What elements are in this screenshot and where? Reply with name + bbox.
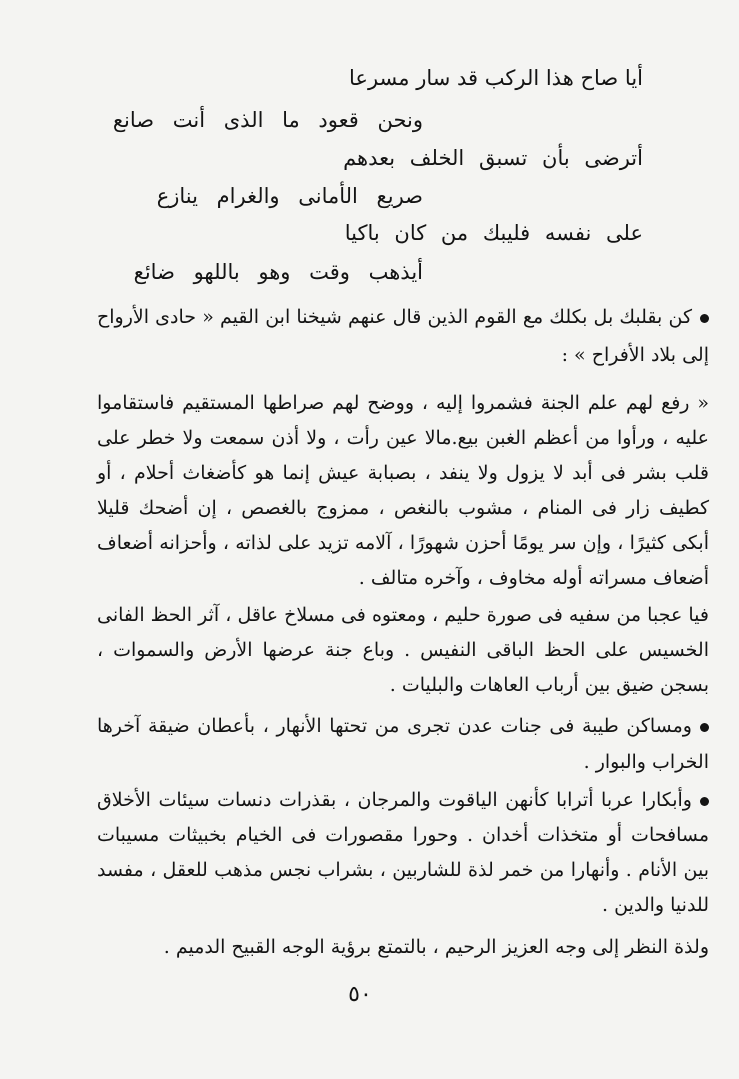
bullet-paragraph-1: [97, 708, 709, 780]
verse-line-1: أيا صاح هذا الركب قد سار مسرعا: [349, 66, 643, 90]
verse-line-5: على نفسه فليبك من كان باكيا: [344, 221, 643, 245]
quote-2-text: فيا عجبا من سفيه فى صورة حليم ، ومعتوه فى مسلاخ عاقل ، آثر الحظ الفانى الخسيس على الحظ الباقى النفيس . وباع جنة عرضها الأرض والسموات ، بسجن ضيق بين أرباب العاهات والبليات .: [97, 604, 709, 696]
intro-paragraph: [97, 298, 709, 374]
closing-text: ولذة النظر إلى وجه العزيز الرحيم ، بالتمتع برؤية الوجه القبيح الدميم .: [163, 936, 709, 958]
quote-1-text: « رفع لهم علم الجنة فشمروا إليه ، ووضح لهم صراطها المستقيم فاستقاموا عليه ، ورأوا من أعظم الغبن بيع.مالا عين رأت ، ولا أذن سمعت ولا خطر على قلب بشر فى أبد لا يزول ولا ينفد ، بصبابة عيش إنما هو كأضغاث أحلام ، أو كطيف زار فى المنام ، مشوب بالنغص ، ممزوج بالغصص ، إن أضحك قليلا أبكى كثيرًا ، وإن سر يومًا أحزن شهورًا ، آلامه تزيد على لذاته ، وأحزانه أضعاف أضعاف مسراته أوله مخاوف ، وآخره متالف .: [97, 392, 709, 589]
bullet-paragraph-2: [97, 783, 709, 923]
verse-line-3: أترضى بأن تسبق الخلف بعدهم: [343, 146, 643, 170]
page-number: ٥٠: [348, 982, 372, 1007]
bullet-2-text: وأبكارا عربا أترابا كأنهن الياقوت والمرجان ، بقذرات دنسات سيئات الأخلاق مسافحات أو متخذات أخدان . وحورا مقصورات فى الخيام بخبيثات مسيبات بين الأنام . وأنهارا من خمر لذة للشاربين ، بشراب نجس مذهب للعقل ، مفسد للدنيا والدين .: [97, 789, 709, 916]
closing-paragraph: [97, 928, 709, 966]
bullet-icon: [700, 314, 709, 323]
quote-paragraph-2: [97, 598, 709, 703]
bullet-icon: [700, 797, 709, 806]
bullet-1-text: ومساكن طيبة فى جنات عدن تجرى من تحتها الأنهار ، بأعطان ضيقة آخرها الخراب والبوار .: [97, 715, 709, 773]
intro-text: كن بقلبك بل بكلك مع القوم الذين قال عنهم شيخنا ابن القيم « حادى الأرواح إلى بلاد الأفراح » :: [97, 306, 709, 366]
quote-paragraph-1: [97, 386, 709, 596]
verse-line-4: صريع الأمانى والغرام ينازع: [156, 184, 423, 208]
verse-line-6: أيذهب وقت وهو باللهو ضائع: [133, 260, 423, 284]
verse-line-2: ونحن قعود ما الذى أنت صانع: [112, 108, 423, 132]
bullet-icon: [700, 723, 709, 732]
